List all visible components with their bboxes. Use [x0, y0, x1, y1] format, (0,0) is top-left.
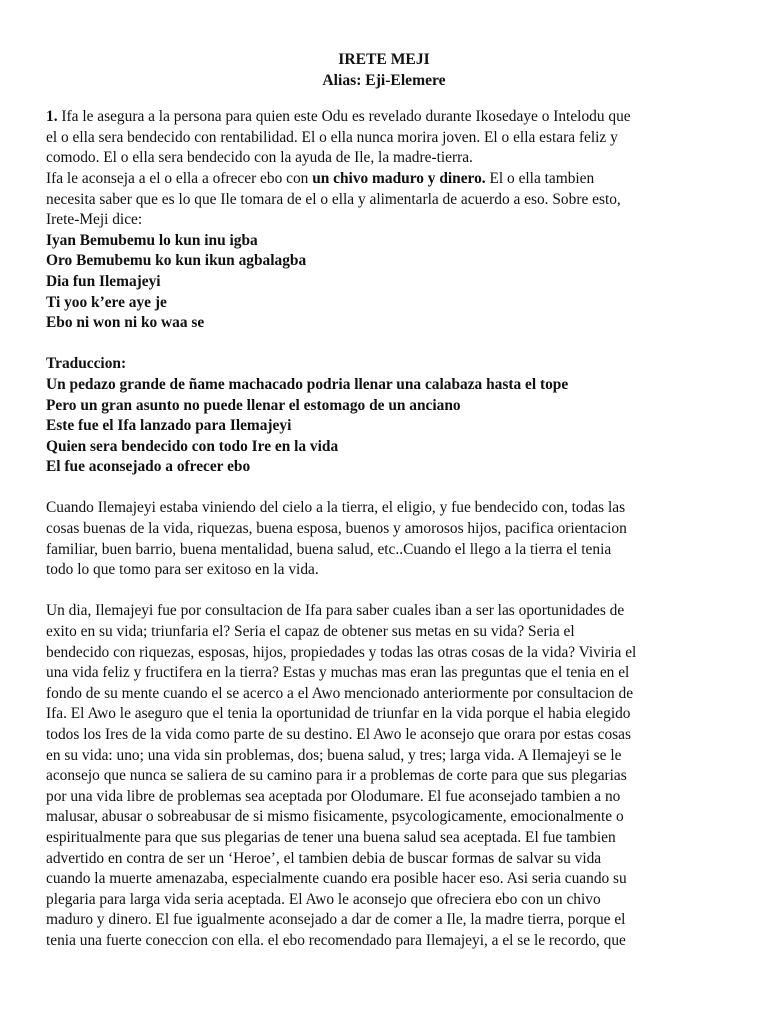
- text-segment: 1.: [46, 108, 58, 126]
- paragraph-1: [46, 107, 722, 231]
- translation-line: Pero un gran asunto no puede llenar el estomago de un anciano: [46, 396, 461, 414]
- paragraph-line: todo lo que tomo para ser exitoso en la vida.: [46, 561, 319, 579]
- paragraph-line: por una vida libre de problemas sea aceptada por Olodumare. El fue aconsejado tambien a no: [46, 787, 621, 805]
- paragraph-line: malusar, abusar o sobreabusar de si mismo fisicamente, psycologicamente, emocionalmente o: [46, 808, 624, 826]
- paragraph-line: bendecido con riquezas, esposas, hijos, propiedades y todas las otras cosas de la vida? Viviria el: [46, 643, 637, 661]
- text-segment: Ifa le asegura a la persona para quien este Odu es revelado durante Ikosedaye o Intelodu que: [57, 108, 631, 126]
- paragraph-line: espiritualmente para que sus plegarias de tener una buena salud sea aceptada. El fue tambien: [46, 828, 616, 846]
- text-segment: Irete-Meji dice:: [46, 211, 143, 229]
- paragraph-line: Cuando Ilemajeyi estaba viniendo del cielo a la tierra, el eligio, y fue bendecido con, todas las: [46, 499, 626, 517]
- translation-line: Un pedazo grande de ñame machacado podria llenar una calabaza hasta el tope: [46, 375, 569, 393]
- text-segment: el o ella sera bendecido con rentabilidad. El o ella nunca morira joven. El o ella estara feliz y: [46, 128, 618, 146]
- paragraph-line: exito en su vida; triunfaria el? Seria el capaz de obtener sus metas en su vida? Seria el: [46, 623, 575, 641]
- paragraph-line: aconsejo que nunca se saliera de su camino para ir a problemas de corte para que sus plegarias: [46, 767, 627, 785]
- translation-line: Este fue el Ifa lanzado para Ilemajeyi: [46, 417, 292, 435]
- verse-line: Ebo ni won ni ko waa se: [46, 314, 205, 332]
- text-segment: necesita saber que es lo que Ile tomara de el o ella y alimentarla de acuerdo a eso. Sobre esto,: [46, 190, 621, 208]
- paragraph-line: advertido en contra de ser un ‘Heroe’, el tambien debia de buscar formas de salvar su vida: [46, 849, 602, 867]
- paragraph-line: plegaria para larga vida seria aceptada. El Awo le aconsejo que ofreciera ebo con un chivo: [46, 890, 601, 908]
- paragraph-line: cuando la muerte amenazaba, especialmente cuando era posible hacer eso. Asi seria cuando su: [46, 870, 627, 888]
- translation-line: Quien sera bendecido con todo Ire en la vida: [46, 437, 339, 455]
- text-segment: un chivo maduro y dinero.: [312, 169, 486, 187]
- paragraph-line: Un dia, Ilemajeyi fue por consultacion de Ifa para saber cuales iban a ser las oportunidades de: [46, 602, 625, 620]
- paragraph-line: cosas buenas de la vida, riquezas, buena esposa, buenos y amorosos hijos, pacifica orientacion: [46, 520, 627, 538]
- paragraph-3: [46, 601, 722, 951]
- translation-heading: Traduccion:: [46, 355, 127, 373]
- paragraph-line: [46, 210, 722, 231]
- translation-line: El fue aconsejado a ofrecer ebo: [46, 458, 251, 476]
- paragraph-2: [46, 498, 722, 580]
- yoruba-verse: [46, 231, 722, 334]
- paragraph-line: una vida feliz y fructifera en la tierra? Estas y muchas mas eran las preguntas que el tenia en el: [46, 664, 630, 682]
- paragraph-line: Ifa. El Awo le aseguro que el tenia la oportunidad de triunfar en la vida porque el habia elegido: [46, 705, 631, 723]
- paragraph-line: tenia una fuerte coneccion con ella. el ebo recomendado para Ilemajeyi, a el se le recordo, que: [46, 931, 626, 949]
- document-title: IRETE MEJI: [338, 51, 430, 68]
- paragraph-line: [46, 128, 722, 149]
- document-alias: Alias: Eji-Elemere: [322, 71, 446, 89]
- paragraph-line: todos los Ires de la vida como parte de su destino. El Awo le aconsejo que orara por estas cosas: [46, 726, 631, 743]
- verse-line: Ti yoo k’ere aye je: [46, 293, 167, 311]
- paragraph-line: [46, 169, 722, 190]
- paragraph-line: maduro y dinero. El fue igualmente aconsejado a dar de comer a Ile, la madre tierra, porque el: [46, 911, 626, 929]
- translation-verse: [46, 375, 722, 478]
- paragraph-line: en su vida: uno; una vida sin problemas, dos; buena salud, y tres; larga vida. A Ilemajeyi se le: [46, 746, 622, 764]
- paragraph-line: [46, 190, 722, 211]
- text-segment: El o ella tambien: [485, 169, 595, 187]
- text-segment: comodo. El o ella sera bendecido con la ayuda de Ile, la madre-tierra.: [46, 149, 473, 167]
- verse-line: Oro Bemubemu ko kun ikun agbalagba: [46, 252, 307, 270]
- verse-line: Dia fun Ilemajeyi: [46, 272, 161, 290]
- paragraph-line: [46, 148, 722, 169]
- verse-line: Iyan Bemubemu lo kun inu igba: [46, 231, 258, 249]
- paragraph-line: [46, 107, 722, 128]
- paragraph-line: familiar, buen barrio, buena mentalidad, buena salud, etc..Cuando el llego a la tierra el tenia: [46, 540, 612, 558]
- title-block: [46, 50, 722, 91]
- text-segment: Ifa le aconseja a el o ella a ofrecer ebo con: [46, 169, 313, 187]
- paragraph-line: fondo de su mente cuando el se acerco a el Awo mencionado anteriormente por consultacion de: [46, 684, 634, 702]
